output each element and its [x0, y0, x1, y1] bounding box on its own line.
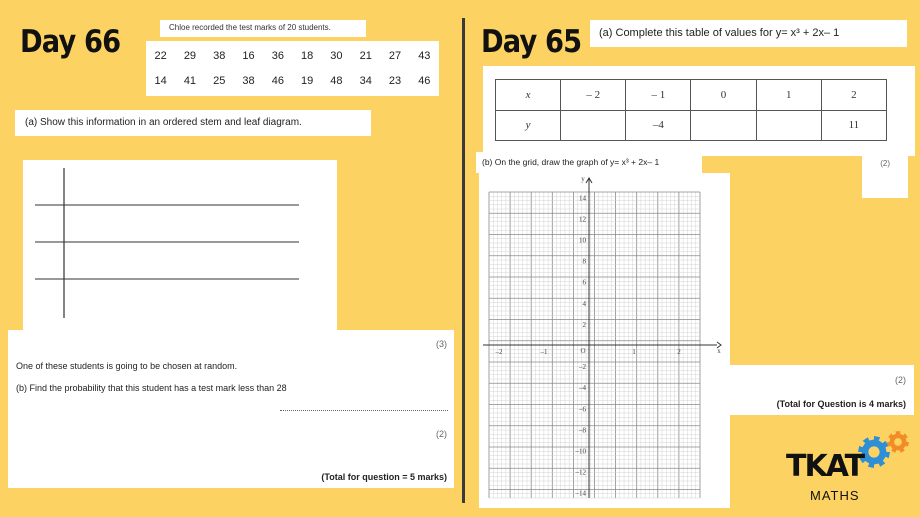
- x-cell: – 1: [626, 80, 691, 111]
- graph-question-card: [476, 152, 702, 173]
- cubic-graph-grid[interactable]: [479, 173, 730, 508]
- test-mark-value: 23: [388, 75, 402, 87]
- test-mark-value: 30: [330, 50, 343, 62]
- y-tick-label: –4: [579, 384, 586, 393]
- table-question-card: [590, 20, 907, 47]
- test-mark-value: 46: [271, 75, 284, 87]
- test-marks-row-1: [146, 50, 439, 62]
- tkat-logo: TKAT: [786, 449, 864, 484]
- marks-a: (3): [436, 339, 447, 349]
- test-mark-value: 38: [213, 50, 226, 62]
- marks-b: (2): [436, 429, 447, 439]
- y-cell[interactable]: [756, 110, 821, 141]
- origin-label: O: [580, 347, 586, 355]
- x-tick-label: –2: [495, 348, 503, 356]
- y-tick-label: –6: [579, 405, 586, 414]
- test-mark-value: 21: [359, 50, 372, 62]
- test-mark-value: 38: [242, 75, 255, 87]
- y-tick-label: 14: [579, 194, 586, 203]
- x-tick-label: –1: [540, 348, 548, 356]
- y-tick-label: –12: [575, 468, 586, 477]
- graph-question: (b) On the grid, draw the graph of y= x³ + 2x– 1: [482, 157, 660, 167]
- right-total-marks: (Total for Question is 4 marks): [776, 399, 906, 409]
- test-mark-value: 16: [242, 50, 255, 62]
- stem-leaf-diagram: [23, 160, 337, 335]
- test-mark-value: 48: [330, 75, 343, 87]
- test-mark-value: 41: [183, 75, 197, 87]
- y-cell: 11: [821, 110, 886, 141]
- panel-divider: [462, 18, 465, 503]
- x-cell: 0: [691, 80, 756, 111]
- y-tick-label: 6: [582, 278, 586, 287]
- test-mark-value: 22: [154, 50, 167, 62]
- test-marks-card: [146, 41, 439, 96]
- day-66-title: Day 66: [20, 24, 121, 60]
- part-b-question: (b) Find the probability that this student has a test mark less than 28: [16, 383, 287, 393]
- left-total-marks: (Total for question = 5 marks): [321, 472, 447, 482]
- x-tick-label: 2: [677, 348, 681, 356]
- y-header: y: [496, 110, 561, 141]
- right-marks-a: (2): [880, 159, 890, 168]
- y-tick-label: 4: [582, 299, 586, 308]
- x-cell: 1: [756, 80, 821, 111]
- total-card: [730, 365, 914, 415]
- test-mark-value: 29: [183, 50, 197, 62]
- marks-a-card: [862, 150, 908, 198]
- right-marks-b: (2): [895, 375, 906, 385]
- part-a-card: [15, 110, 371, 136]
- y-tick-label: 8: [582, 257, 586, 266]
- y-row: [496, 110, 887, 141]
- data-caption: Chloe recorded the test marks of 20 students.: [169, 23, 331, 32]
- y-cell[interactable]: [691, 110, 756, 141]
- test-mark-value: 46: [418, 75, 431, 87]
- y-tick-label: –8: [579, 426, 586, 435]
- answer-line[interactable]: [280, 410, 448, 411]
- maths-subtitle: MATHS: [810, 488, 860, 503]
- test-mark-value: 25: [213, 75, 226, 87]
- test-mark-value: 43: [418, 50, 431, 62]
- day-65-title: Day 65: [481, 24, 582, 60]
- y-tick-label: 10: [579, 236, 586, 245]
- y-tick-label: –10: [575, 447, 586, 456]
- test-mark-value: 27: [388, 50, 402, 62]
- y-cell: –4: [626, 110, 691, 141]
- part-b-card: [8, 330, 454, 488]
- random-choice-text: One of these students is going to be chosen at random.: [16, 361, 238, 371]
- data-caption-card: [160, 20, 366, 37]
- values-table: [495, 79, 887, 141]
- x-row: [496, 80, 887, 111]
- y-tick-label: –14: [575, 489, 586, 498]
- x-header: x: [496, 80, 561, 111]
- x-tick-label: 1: [632, 348, 636, 356]
- x-cell: – 2: [561, 80, 626, 111]
- test-mark-value: 18: [301, 50, 314, 62]
- test-mark-value: 19: [301, 75, 314, 87]
- x-axis-label: x: [717, 347, 721, 355]
- y-tick-label: 2: [582, 320, 586, 329]
- y-tick-label: 12: [579, 215, 586, 224]
- test-mark-value: 34: [359, 75, 372, 87]
- x-cell: 2: [821, 80, 886, 111]
- y-axis-label: y: [581, 175, 585, 183]
- y-cell[interactable]: [561, 110, 626, 141]
- test-marks-row-2: [146, 75, 439, 87]
- part-a-question: (a) Show this information in an ordered stem and leaf diagram.: [25, 117, 302, 128]
- table-question: (a) Complete this table of values for y= x³ + 2x– 1: [599, 27, 840, 39]
- stem-leaf-lines: [23, 160, 337, 335]
- y-tick-label: –2: [579, 363, 586, 372]
- test-mark-value: 14: [154, 75, 167, 87]
- test-mark-value: 36: [271, 50, 284, 62]
